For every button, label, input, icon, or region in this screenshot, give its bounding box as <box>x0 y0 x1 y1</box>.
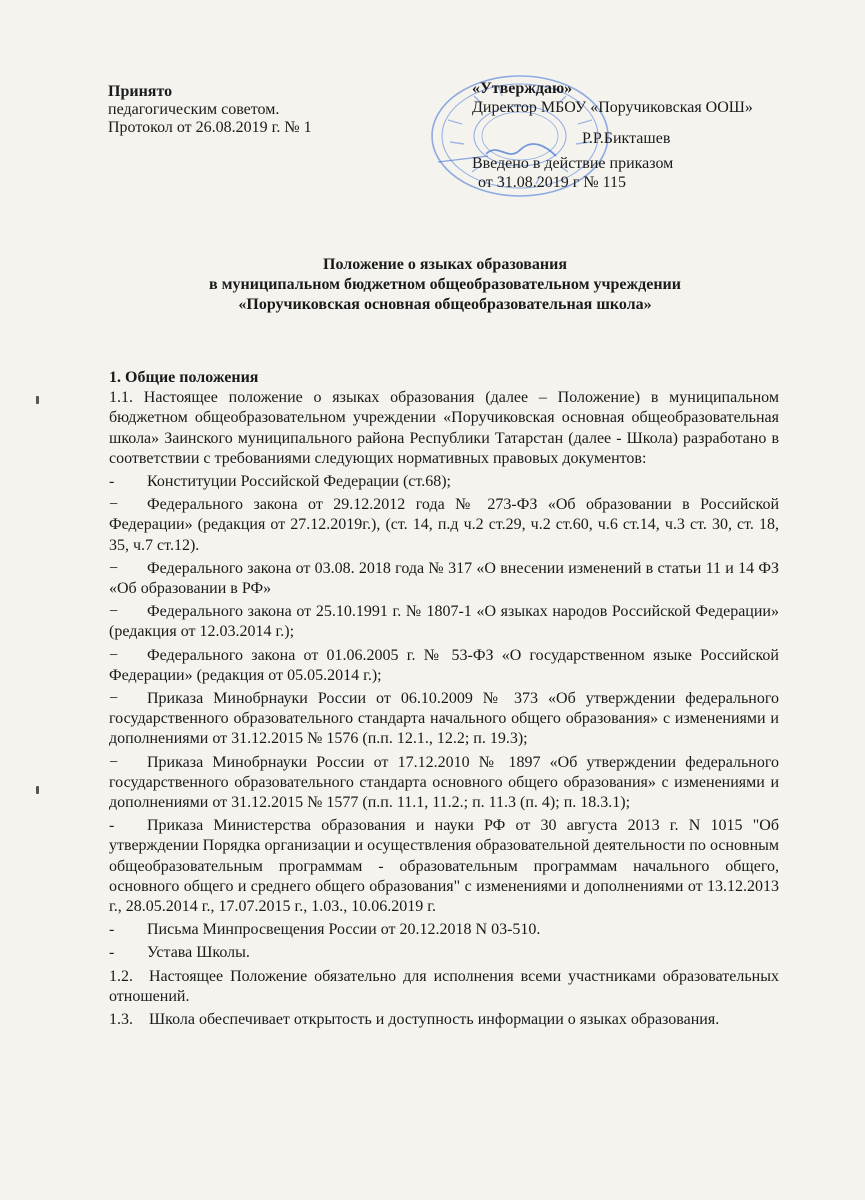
accepted-heading: Принято <box>108 83 173 100</box>
approved-order-line1: Введено в действие приказом <box>472 155 674 172</box>
document-body <box>109 368 779 1030</box>
document-title <box>100 255 790 315</box>
accepted-line1: педагогическим советом. <box>108 101 280 118</box>
title-line3: «Поручиковская основная общеобразовательная школа» <box>238 296 652 313</box>
paragraph-1-2: 1.2. Настоящее Положение обязательно для исполнения всеми участниками образовательных отношений. <box>109 967 779 1005</box>
title-line2: в муниципальном бюджетном общеобразовательном учреждении <box>209 276 681 293</box>
accepted-line2: Протокол от 26.08.2019 г. № 1 <box>108 119 312 136</box>
list-item: − Федерального закона от 25.10.1991 г. № 1807-1 «О языках народов Российской Федерации» (редакция от 12.03.2014 г.); <box>109 603 779 641</box>
list-item: - Конституции Российской Федерации (ст.68); <box>109 473 451 491</box>
binder-hole-mark <box>36 786 39 794</box>
accepted-block <box>108 83 438 137</box>
paragraph-1-3: 1.3. Школа обеспечивает открытость и доступность информации о языках образования. <box>109 1011 720 1029</box>
list-item: - Приказа Министерства образования и науки РФ от 30 августа 2013 г. N 1015 "Об утверждении Порядка организации и осуществления образовательной деятельности по основным общеобразовательным программам - образовательным программам начального общего, основного общего и среднего общего образования" с изменениями и дополнениями от 13.12.2013 г., 28.05.2014 г., 17.07.2015 г., 1.03., 10.06.2019 г. <box>109 817 779 916</box>
section-heading: 1. Общие положения <box>109 369 259 386</box>
approved-block <box>472 79 772 192</box>
list-item: − Приказа Минобрнауки России от 17.12.2010 № 1897 «Об утверждении федерального государственного образовательного стандарта основного общего образования» с изменениями и дополнениями от 31.12.2015 № 1577 (п.п. 11.1, 11.2.; п. 11.3 (п. 4); п. 18.3.1); <box>109 753 779 812</box>
list-item: − Федерального закона от 01.06.2005 г. № 53-ФЗ «О государственном языке Российской Федерации» (редакция от 05.05.2014 г.); <box>109 646 779 684</box>
list-item: − Федерального закона от 03.08. 2018 года № 317 «О внесении изменений в статьи 11 и 14 ФЗ «Об образовании в РФ» <box>109 559 779 598</box>
list-item: − Федерального закона от 29.12.2012 года № 273-ФЗ «Об образовании в Российской Федерации» (редакция от 27.12.2019г.), (ст. 14, п.д ч.2 ст.29, ч.2 ст.60, ч.6 ст.14, ч.3 ст. 30, ст. 18, 35, ч.7 ст.12). <box>109 496 779 554</box>
list-item: − Приказа Минобрнауки России от 06.10.2009 № 373 «Об утверждении федерального государственного образовательного стандарта начального общего образования» с изменениями и дополнениями от 31.12.2015 № 1576 (п.п. 12.1., 12.2; п. 19.3); <box>109 690 779 748</box>
paragraph-1-1: 1.1. Настоящее положение о языках образования (далее – Положение) в муниципальном бюджетном общеобразовательном учреждении «Поручиковская основная общеобразовательная школа» Заинского муниципального района Республики Татарстан (далее - Школа) разработано в соответствии с требованиями следующих нормативных правовых документов: <box>109 389 779 467</box>
binder-hole-mark <box>36 396 39 404</box>
approved-order-line2: от 31.08.2019 г № 115 <box>478 174 627 191</box>
approved-position: Директор МБОУ «Поручиковская ООШ» <box>472 99 753 116</box>
list-item: - Устава Школы. <box>109 944 250 962</box>
title-line1: Положение о языках образования <box>323 256 567 273</box>
list-item: - Письма Минпросвещения России от 20.12.2018 N 03-510. <box>109 921 541 939</box>
approved-heading: «Утверждаю» <box>472 80 573 97</box>
approved-signature: Р.Р.Бикташев <box>582 130 671 147</box>
